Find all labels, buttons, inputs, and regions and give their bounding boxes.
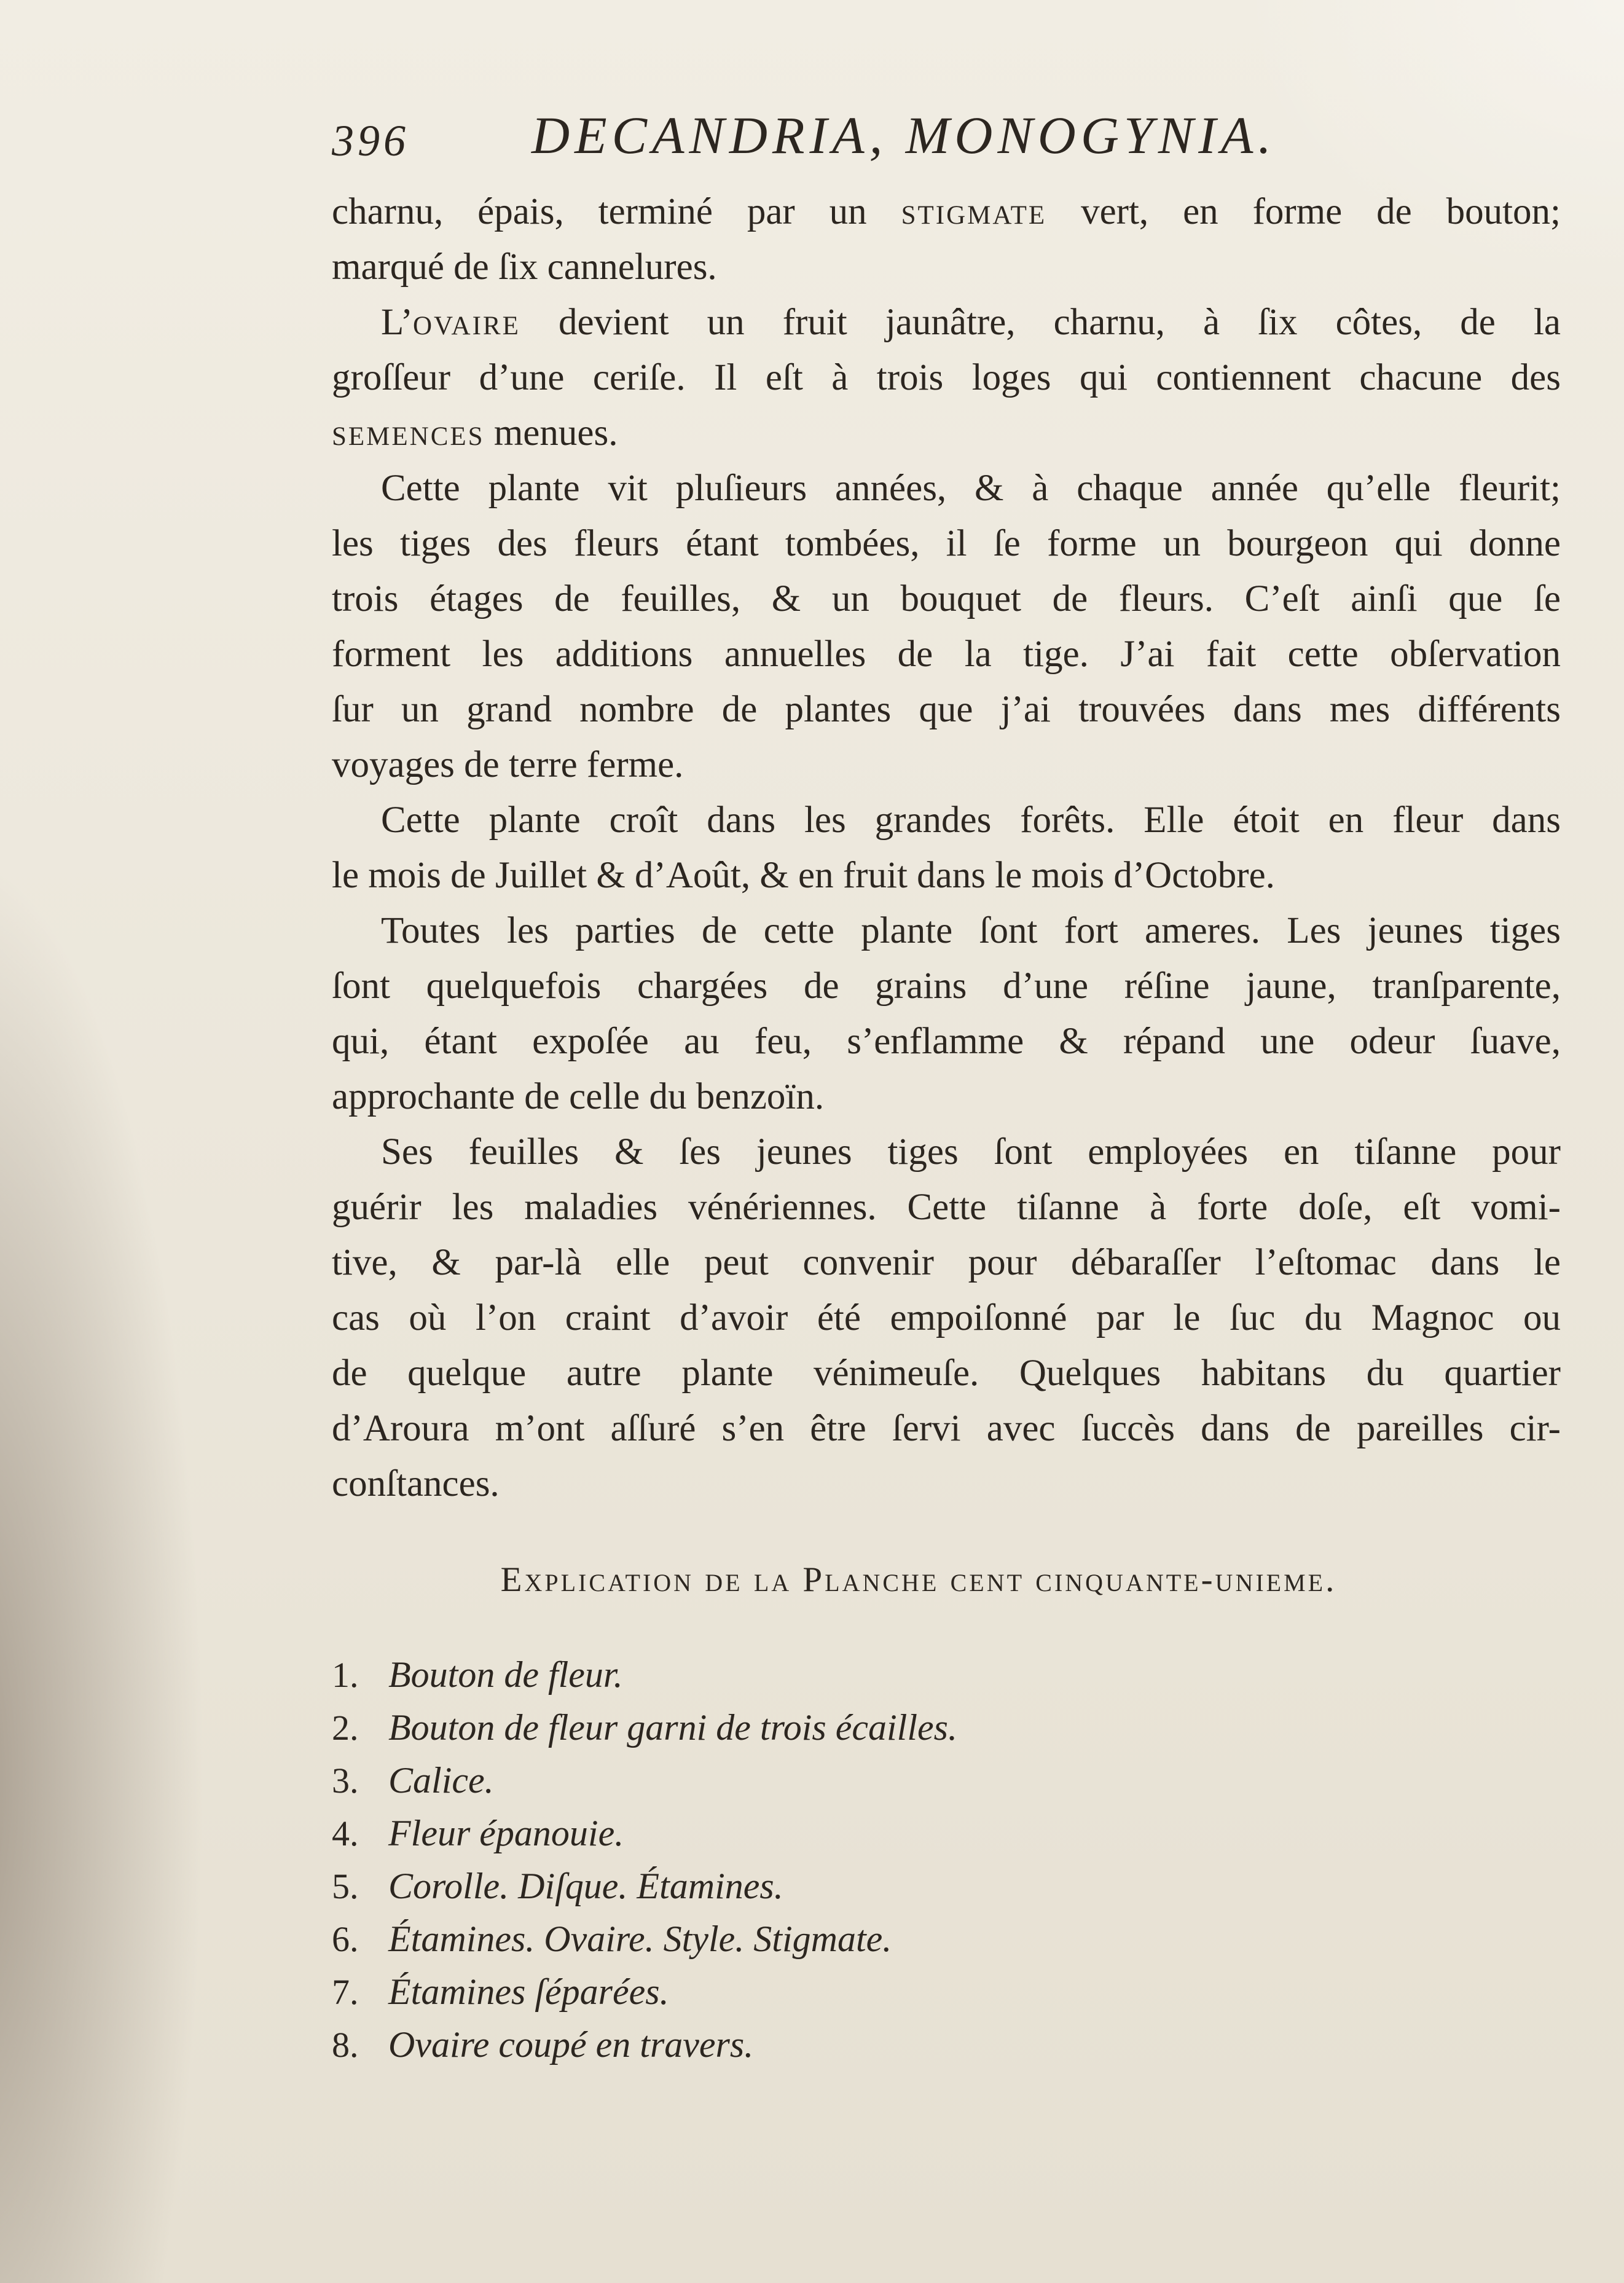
- paragraph: [332, 461, 1561, 793]
- legend-item: [332, 1965, 1561, 2018]
- text-line: [332, 184, 1561, 240]
- text-span: le mois de Juillet & d’Août, & en fruit dans le mois d’Octobre.: [332, 855, 1275, 896]
- text-span: guérir les maladies vénériennes. Cette tiſanne à forte doſe, eſt vomi-: [332, 1187, 1561, 1228]
- legend-item: [332, 1701, 1561, 1754]
- text-line: [332, 793, 1561, 848]
- plate-legend: [332, 1648, 1561, 2071]
- text-span: qui, étant expoſée au feu, s’enflamme & répand une odeur ſuave,: [332, 1021, 1561, 1062]
- legend-item: [332, 2018, 1561, 2071]
- text-span: voyages de terre ferme.: [332, 744, 684, 785]
- text-line: [332, 1456, 1561, 1512]
- text-line: [332, 572, 1561, 627]
- text-line: [332, 682, 1561, 737]
- legend-item: [332, 1912, 1561, 1965]
- text-span: ſur un grand nombre de plantes que j’ai trouvées dans mes différents: [332, 689, 1561, 730]
- paragraph: [332, 295, 1561, 461]
- legend-text: Corolle. Diſque. Étamines.: [388, 1866, 783, 1906]
- text-span: vert, en forme de bouton;: [1046, 191, 1561, 232]
- text-line: [332, 737, 1561, 793]
- text-line: [332, 1125, 1561, 1180]
- legend-item: [332, 1754, 1561, 1807]
- text-span: cas où l’on craint d’avoir été empoiſonné par le ſuc du Magnoc ou: [332, 1297, 1561, 1338]
- legend-number: 2.: [332, 1708, 359, 1748]
- text-span: marqué de ſix cannelures.: [332, 246, 717, 288]
- text-line: [332, 848, 1561, 903]
- legend-number: 1.: [332, 1655, 359, 1695]
- text-line: [332, 959, 1561, 1014]
- text-span: tive, & par-là elle peut convenir pour débaraſſer l’eſtomac dans le: [332, 1242, 1561, 1283]
- legend-number: 3.: [332, 1761, 359, 1801]
- text-span: les tiges des fleurs étant tombées, il ſe forme un bourgeon qui donne: [332, 523, 1561, 564]
- explication-heading: Explication de la Planche cent cinquante-unieme.: [500, 1560, 1337, 1599]
- legend-number: 7.: [332, 1972, 359, 2012]
- text-line: [332, 295, 1561, 350]
- text-span: groſſeur d’une ceriſe. Il eſt à trois loges qui contiennent chacune des: [332, 357, 1561, 398]
- legend-text: Calice.: [388, 1760, 494, 1801]
- text-span: d’Aroura m’ont aſſuré s’en être ſervi avec ſuccès dans de pareilles cir-: [332, 1408, 1561, 1449]
- text-span: charnu, épais, terminé par un: [332, 191, 901, 232]
- paragraph: [332, 903, 1561, 1125]
- page-header: [332, 104, 1561, 184]
- legend-item: [332, 1860, 1561, 1912]
- text-span: approchante de celle du benzoïn.: [332, 1076, 825, 1117]
- text-span: L’: [381, 302, 413, 343]
- body-text: [332, 184, 1561, 1512]
- paragraph: [332, 1125, 1561, 1512]
- text-line: [332, 1069, 1561, 1125]
- legend-number: 8.: [332, 2025, 359, 2065]
- text-span: trois étages de feuilles, & un bouquet de fleurs. C’eſt ainſi que ſe: [332, 578, 1561, 619]
- text-span: stigmate: [901, 191, 1047, 232]
- legend-number: 6.: [332, 1919, 359, 1959]
- paragraph: [332, 793, 1561, 903]
- text-line: [332, 1401, 1561, 1456]
- text-span: semences: [332, 412, 485, 454]
- legend-text: Bouton de fleur garni de trois écailles.: [388, 1707, 957, 1748]
- text-line: [332, 1291, 1561, 1346]
- text-span: ovaire: [412, 302, 520, 343]
- text-span: ſont quelquefois chargées de grains d’une réſine jaune, tranſparente,: [332, 965, 1561, 1007]
- text-span: conſtances.: [332, 1463, 500, 1504]
- legend-number: 4.: [332, 1813, 359, 1853]
- legend-item: [332, 1648, 1561, 1701]
- text-line: [332, 461, 1561, 516]
- text-line: [332, 1346, 1561, 1401]
- legend-text: Bouton de fleur.: [388, 1654, 623, 1695]
- text-line: [332, 1180, 1561, 1235]
- paragraph: [332, 184, 1561, 295]
- text-span: menues.: [484, 412, 618, 454]
- page-number: 396: [332, 116, 409, 165]
- text-span: devient un fruit jaunâtre, charnu, à ſix côtes, de la: [520, 302, 1561, 343]
- text-span: forment les additions annuelles de la tige. J’ai fait cette obſervation: [332, 634, 1561, 675]
- legend-text: Étamines ſéparées.: [388, 1971, 669, 2012]
- text-line: [332, 406, 1561, 461]
- text-line: [332, 1014, 1561, 1069]
- text-line: [332, 240, 1561, 295]
- running-title: DECANDRIA, MONOGYNIA.: [532, 106, 1276, 165]
- text-line: [332, 1235, 1561, 1291]
- legend-text: Étamines. Ovaire. Style. Stigmate.: [388, 1919, 892, 1959]
- legend-text: Fleur épanouie.: [388, 1813, 624, 1853]
- legend-number: 5.: [332, 1866, 359, 1906]
- text-span: Ses feuilles & ſes jeunes tiges ſont employées en tiſanne pour: [381, 1131, 1561, 1173]
- text-block: [332, 104, 1561, 2071]
- text-line: [332, 350, 1561, 406]
- text-line: [332, 516, 1561, 572]
- text-span: de quelque autre plante vénimeuſe. Quelques habitans du quartier: [332, 1353, 1561, 1394]
- text-span: Cette plante croît dans les grandes forêts. Elle étoit en fleur dans: [381, 800, 1561, 841]
- text-line: [332, 627, 1561, 682]
- legend-text: Ovaire coupé en travers.: [388, 2024, 754, 2065]
- text-span: Cette plante vit pluſieurs années, & à chaque année qu’elle fleurit;: [381, 468, 1561, 509]
- legend-item: [332, 1807, 1561, 1860]
- text-span: Toutes les parties de cette plante ſont fort ameres. Les jeunes tiges: [381, 910, 1561, 951]
- text-line: [332, 903, 1561, 959]
